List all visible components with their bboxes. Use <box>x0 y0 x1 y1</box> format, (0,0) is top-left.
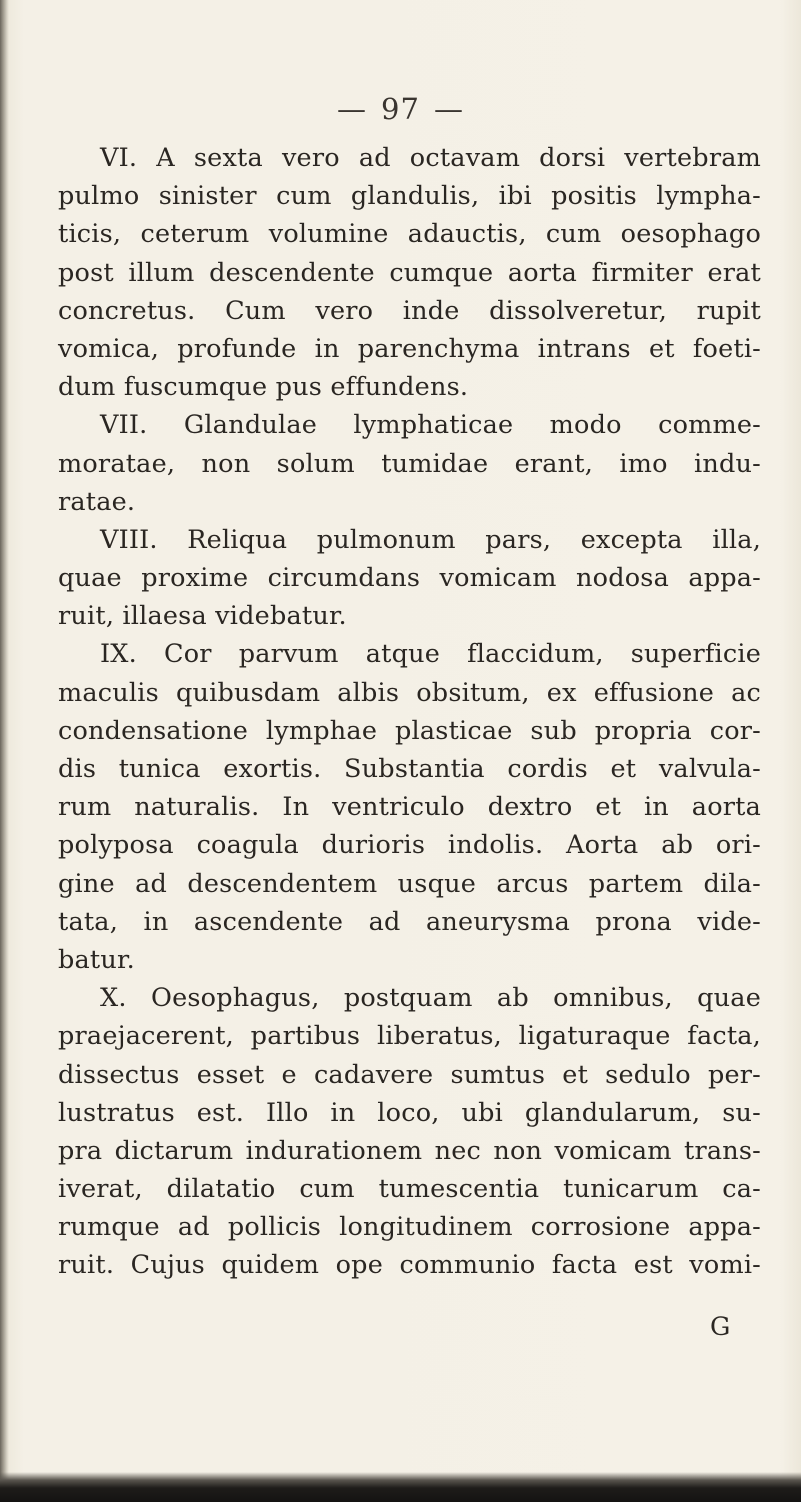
text-line: ruit, illaesa videbatur. <box>58 601 347 632</box>
body-text <box>58 139 761 1285</box>
text-line: iverat, dilatatio cum tumescentia tunicarum ca- <box>58 1174 761 1205</box>
text-line: moratae, non solum tumidae erant, imo indu- <box>58 448 761 479</box>
text-line: condensatione lymphae plasticae sub propria cor- <box>58 715 761 746</box>
page-header <box>0 92 801 126</box>
signature-mark: G <box>710 1312 731 1342</box>
text-line: polyposa coagula durioris indolis. Aorta ab ori- <box>58 830 761 861</box>
text-line: pulmo sinister cum glandulis, ibi positis lympha- <box>58 181 761 212</box>
text-line: quae proxime circumdans vomicam nodosa appa- <box>58 563 761 594</box>
text-line: vomica, profunde in parenchyma intrans et foeti- <box>58 333 761 364</box>
page-bottom-edge <box>0 1472 801 1502</box>
text-line: VI. A sexta vero ad octavam dorsi vertebram <box>100 143 761 173</box>
text-line: ruit. Cujus quidem ope communio facta est vomi- <box>58 1250 761 1281</box>
text-line: lustratus est. Illo in loco, ubi glandularum, su- <box>58 1097 761 1128</box>
page-binding-edge <box>0 0 9 1502</box>
page-number: 97 <box>381 92 420 126</box>
text-line: concretus. Cum vero inde dissolveretur, rupit <box>58 295 761 326</box>
text-line: dum fuscumque pus effundens. <box>58 372 469 403</box>
text-line: IX. Cor parvum atque flaccidum, superficie <box>100 639 761 670</box>
text-line: ratae. <box>58 486 136 517</box>
text-line: rumque ad pollicis longitudinem corrosione appa- <box>58 1212 761 1243</box>
text-line: batur. <box>58 944 135 975</box>
text-line: dissectus esset e cadavere sumtus et sedulo per- <box>58 1059 761 1090</box>
header-dash-right: — <box>433 92 464 126</box>
text-line: tata, in ascendente ad aneurysma prona vide- <box>58 906 761 937</box>
text-line: ticis, ceterum volumine adauctis, cum oesophago <box>58 219 761 250</box>
text-line: maculis quibusdam albis obsitum, ex effusione ac <box>58 677 761 708</box>
text-line: pra dictarum indurationem nec non vomicam trans- <box>58 1135 761 1166</box>
text-line: X. Oesophagus, postquam ab omnibus, quae <box>100 983 761 1014</box>
header-dash-left: — <box>337 92 368 126</box>
text-line: praejacerent, partibus liberatus, ligaturaque facta, <box>58 1021 761 1052</box>
text-line: VII. Glandulae lymphaticae modo comme- <box>100 410 761 441</box>
text-line: dis tunica exortis. Substantia cordis et valvula- <box>58 754 761 784</box>
text-line: gine ad descendentem usque arcus partem dila- <box>58 868 761 899</box>
text-line: VIII. Reliqua pulmonum pars, excepta illa, <box>100 524 761 555</box>
text-line: post illum descendente cumque aorta firmiter erat <box>58 257 761 288</box>
text-line: rum naturalis. In ventriculo dextro et in aorta <box>58 792 761 823</box>
